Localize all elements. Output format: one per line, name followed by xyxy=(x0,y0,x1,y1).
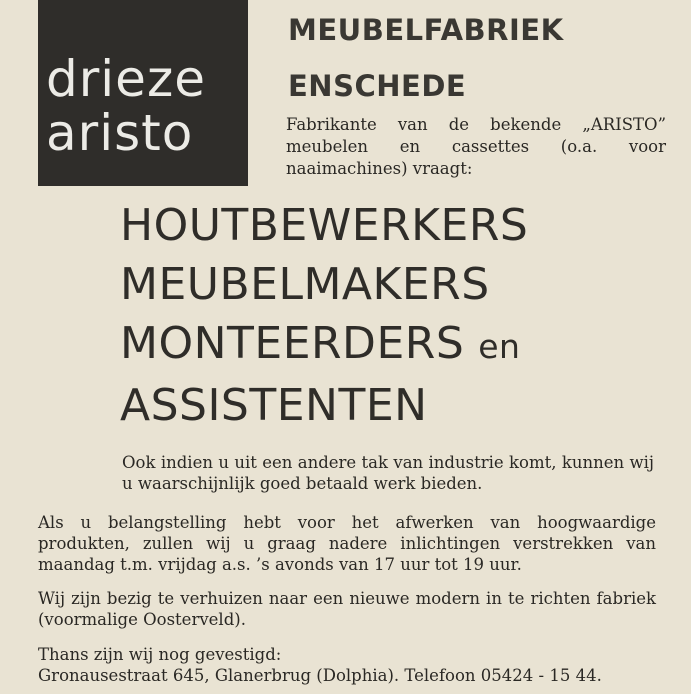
job-titles xyxy=(120,196,680,435)
paragraph-interest: Als u belangstelling hebt voor het afwerken van hoogwaardige produkten, zullen wij u graag nadere inlichtingen verstrekken van maandag t.m. vrijdag a.s. ’s avonds van 17 uur tot 19 uur. xyxy=(38,513,656,574)
company-name-line-2: ENSCHEDE xyxy=(288,69,467,103)
company-heading xyxy=(288,2,688,114)
logo-line-1: drieze xyxy=(46,50,206,108)
job-title-assistenten: ASSISTENTEN xyxy=(120,380,428,431)
logo-line-2: aristo xyxy=(46,104,194,162)
job-title-meubelmakers: MEUBELMAKERS xyxy=(120,259,490,310)
company-name-line-1: MEUBELFABRIEK xyxy=(288,13,564,47)
paragraph-address xyxy=(38,644,656,686)
job-title-monteerders: MONTEERDERS xyxy=(120,318,465,369)
job-title-row-monteerders xyxy=(120,314,680,376)
paragraph-relocation: Wij zijn bezig te verhuizen naar een nieuwe modern in te richten fabriek (voormalige Oosterveld). xyxy=(38,589,656,629)
job-title-conjunction: en xyxy=(478,327,521,366)
address-intro: Thans zijn wij nog gevestigd: xyxy=(38,645,282,664)
job-title-houtbewerkers: HOUTBEWERKERS xyxy=(120,200,529,251)
intro-text: Fabrikante van de bekende „ARISTO” meubelen en cassettes (o.a. voor naaimachines) vraagt: xyxy=(286,115,666,178)
drieze-aristo-logo xyxy=(38,0,248,186)
paragraph-other-industry: Ook indien u uit een andere tak van industrie komt, kunnen wij u waarschijnlijk goed betaald werk bieden. xyxy=(122,453,654,493)
address-line: Gronausestraat 645, Glanerbrug (Dolphia). Telefoon 05424 - 15 44. xyxy=(38,666,602,685)
